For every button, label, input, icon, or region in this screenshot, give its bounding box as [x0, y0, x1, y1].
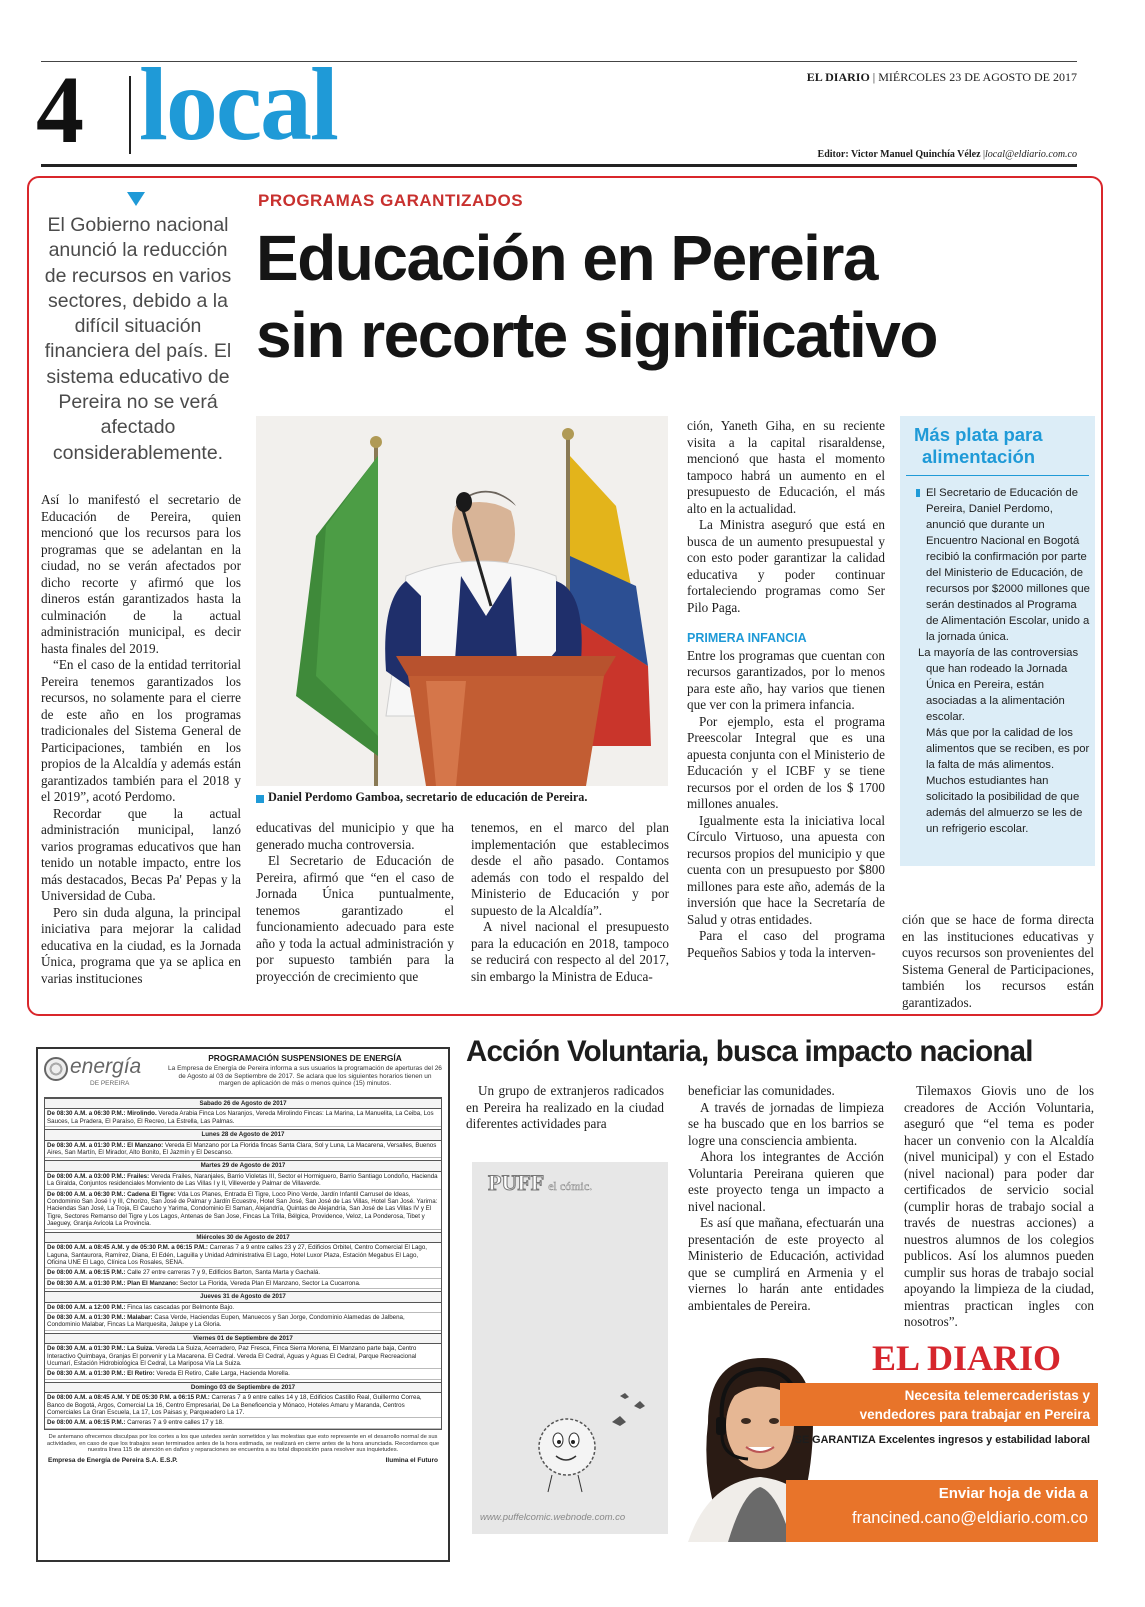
- second-column-2-paragraph: Ahora los integrantes de Acción Voluntaria Pereirana quieren que este proyecto tenga un impacto a nivel nacional.: [688, 1149, 884, 1214]
- column-4-paragraph: Entre los programas que cuentan con recursos garantizados, por lo menos para este año, hay varios que tienen que ver con la primera infancia.: [687, 647, 885, 712]
- column-2-paragraph: El Secretario de Educación de Pereira, afirmó que “en el caso de Jornada Única puntualmente, tenemos garantizado el funcionamiento adecuado para este año y toda la actual administración y por supuesto también para la proyección de crecimiento que: [256, 853, 454, 984]
- article-column-4: [687, 418, 885, 961]
- headline-line-1: Educación en Pereira: [256, 222, 877, 294]
- schedule-entry: [45, 1344, 441, 1369]
- sidebar-body: [912, 485, 1090, 837]
- sidebar-paragraph-text: El Secretario de Educación de Pereira, Daniel Perdomo, anunció que durante un Encuentro Nacional en Bogotá recibió la confirmación por parte del Ministerio de Educación, de recursos por $2000 millones que serán destinados al Programa de Alimentación Escolar, unido a la jornada única.: [926, 487, 1090, 643]
- energy-logo-icon: [44, 1057, 68, 1081]
- article-photo: [256, 416, 668, 786]
- article-column-5: [902, 912, 1094, 1011]
- schedule-entry: [45, 1141, 441, 1159]
- headline-line-2: sin recorte significativo: [256, 299, 937, 371]
- column-4-paragraph: Por ejemplo, esta el programa Preescolar Integral que es una apuesta conjunta con el Ministerio de Educación y el ICBF y se tiene recursos por el orden de los $ 1700 millones anuales.: [687, 713, 885, 811]
- schedule-entry: [45, 1268, 441, 1278]
- photo-caption: Daniel Perdomo Gamboa, secretario de educación de Pereira.: [268, 790, 588, 804]
- lead-arrow-icon: [127, 192, 145, 206]
- paper-name: EL DIARIO: [806, 70, 870, 84]
- article-lead: El Gobierno nacional anunció la reducción de recursos en varios sectores, debido a la difícil situación financiera del país. El sistema educativo de Pereira no se verá afectado considerablemente.: [44, 214, 232, 464]
- schedule-entry-text: Vereda Arabia Finca Los Naranjos, Vereda Mirolindo Fincas: La Marina, La Manuelita, La Ceiba, Los Sauces, La Pradera, El Paraíso, El Recreo, La Estrella, Las Palmas.: [47, 1110, 434, 1125]
- schedule-entry-text: Carreras 7 a 9 entre calles 14 y 18, Edificios Castillo Real, Guillermo Correa, Banco de Bogotá, Argos, Comercial La 16, Centro Empresarial, De La Beneficencia y Mónaco, Hoteles Amaru y Maranda, Centros Comerciales La Gran Escuela, La 17, Los Paisas y, Parqueadero La 17.: [47, 1394, 422, 1416]
- schedule-entry-text: Vereda La Suiza, Acerradero, Paz Fresca, Finca Sierra Morena, El Manzano parte baja, Centro Interactivo Quimbaya, Granjas El porvenir y La Macarena. El Cedral. Vereda El Cedral, Aguas y Aguas El Cedral, Parque Recreacional Ucumarí, Estación Hidrobiológica El Cedral, La Mariposa Vía La Suiza.: [47, 1345, 417, 1367]
- speaker-illustration: [256, 416, 668, 786]
- schedule-entry-time: De 08:00 A.M. a 08:45 A.M. Y DE 05:30 P.M. a 06:15 P.M.:: [47, 1394, 212, 1402]
- comic-title-main: PUFF: [488, 1170, 545, 1195]
- schedule-entry-time: De 08:30 A.M. a 01:30 P.M.: Malabar:: [47, 1313, 155, 1321]
- second-column-1-paragraph: Un grupo de extranjeros radicados en Pereira ha realizado en la ciudad diferentes actividades para: [466, 1083, 664, 1131]
- schedule-entry-text: Vda Los Planes, Entrada El Tigre, Loco Pino Verde, Jardín Infantil Carrusel de Ideas, Condominio San José I y III, Chorizo, San José de Palmar y Jardín Ecuestre, Hotel San José, San José de Las Villas, Hotel San José. Yarima: Haciendas San José, La Troja, El Caucho y Yarima, Condominio El Saman, Alejandría, Quintas de Alejandría, San José de Las Villas IV y El Tigre, Sectores Remanso del Tigre y Los Lagos, Antenas de San Jose, Fincas La Trilla, Bélgica, Providence, Veloz, La Ponderosa, Tibet y Jaeguey, Granja Avícola La Provincia.: [47, 1190, 438, 1228]
- dateline-separator: |: [872, 70, 879, 84]
- job-ad-guarantee: [795, 1434, 1090, 1446]
- editor-name: Editor: Victor Manuel Quinchía Vélez: [817, 149, 981, 160]
- schedule-entry-text: Casa Verde, Haciendas Eupen, Manuecos y San Jorge, Condominio Alamedas de Jalbena, Condominio Malabar, Fincas La Marquesita, Jalupe y La Gloria.: [47, 1313, 405, 1329]
- second-headline: Acción Voluntaria, busca impacto nacional: [466, 1035, 1033, 1068]
- schedule-entry-time: De 08:30 A.M. a 01:30 P.M.: Plan El Manzano:: [47, 1279, 180, 1287]
- schedule-entry-time: De 08:00 A.M. a 03:00 P.M.: Frailes:: [47, 1172, 151, 1180]
- energy-logo-sub: DE PEREIRA: [90, 1080, 130, 1087]
- sidebar-title: [914, 424, 1043, 468]
- energy-ad-title: PROGRAMACIÓN SUSPENSIONES DE ENERGÍA: [208, 1053, 402, 1063]
- column-2-paragraph: educativas del municipio y que ha generado mucha controversia.: [256, 820, 454, 852]
- page-number: 4: [36, 56, 84, 163]
- energy-ad-header: [44, 1053, 442, 1093]
- schedule-day-heading: Domingo 03 de Septiembre de 2017: [45, 1382, 441, 1393]
- job-ad-email[interactable]: francined.cano@eldiario.com.co: [852, 1509, 1088, 1527]
- editor-separator: |: [983, 149, 986, 160]
- schedule-entry-time: De 08:00 A.M. a 06:15 P.M.:: [47, 1269, 128, 1277]
- second-column-2-paragraph: beneficiar las comunidades.: [688, 1083, 835, 1098]
- energy-ad-intro: La Empresa de Energía de Pereira informa a sus usuarios la programación de aperturas del 26 de Agosto al 03 de Septiembre de 2017. Se aclara que los siguientes horarios tienen un margen de aplicación de más o menos quince (15) minutos.: [168, 1065, 442, 1088]
- section-title: local: [139, 47, 337, 162]
- column-1-paragraph: Así lo manifestó el secretario de Educación de Pereira, quien mencionó que los recursos para los programas que se adelantan en la ciudad, no se verán afectados por dicho recorte y afirmó que los dineros están garantizados hasta la culminación de la actual administración municipal, es decir hasta finales del 2019.: [41, 492, 241, 656]
- comic-url[interactable]: www.puffelcomic.webnode.com.co: [480, 1512, 626, 1523]
- job-ad-banner-line-1: Necesita telemercaderistas y: [904, 1388, 1090, 1403]
- job-ad-banner-line-2: vendedores para trabajar en Pereira: [859, 1407, 1090, 1422]
- second-column-2-paragraph: Es así que mañana, efectuarán una presentación de este proyecto al Ministerio de Educación, actividad que se cumplirá en Armenia y el viernes lo harán ante entidades ambientales de Pereira.: [688, 1215, 884, 1313]
- schedule-entry-text: Sector La Florida, Vereda Plan El Manzano, Sector La Cucarrona.: [179, 1279, 361, 1287]
- schedule-entry: [45, 1418, 441, 1428]
- job-ad-banner: [780, 1383, 1098, 1426]
- energy-schedule: [44, 1097, 442, 1430]
- subhead-primera-infancia: PRIMERA INFANCIA: [687, 631, 807, 645]
- column-1-paragraph: “En el caso de la entidad territorial Pereira tenemos garantizados los recursos, no solamente para el cierre de este año en los programas tradicionales del Sistema General de Participaciones, también en los propios de la Alcaldía y además están garantizados también para el 2018 y el 2019”, acotó Perdomo.: [41, 657, 241, 804]
- schedule-entry-text: Carreras 7 a 9 entre calles 23 y 27, Edificios Orbitel, Centro Comercial El Lago, Laguna, Santaurora, Ramírez, Diana, El Edén, Laguilla y Unidad Administrativa El Lago, Hotel Luxor Plaza, Estación Megabus El Lago, Oficina UNE El Lago, Clínica Los Rosales, SENA.: [47, 1244, 428, 1266]
- sidebar-title-line-2: alimentación: [922, 446, 1036, 467]
- caption-marker: [256, 795, 264, 803]
- column-5-paragraph: ción que se hace de forma directa en las instituciones educativas y cuyos recursos son provenientes del Sistema General de Participaciones, también los recursos están garantizados.: [902, 912, 1094, 1010]
- article-kicker: PROGRAMAS GARANTIZADOS: [258, 191, 524, 210]
- job-ad-brand: EL DIARIO: [872, 1343, 1062, 1378]
- schedule-entry-text: Vereda Frailes, Naranjales, Barrio Violetas III, Sector el Hormiguero, Barrio Santiago Londoño, Hacienda La Giralda, Conjuntos residenciales Monviento de Las Villas I y II, Villeverde y Palmar de Villaverde.: [47, 1172, 438, 1188]
- schedule-day-heading: Viernes 01 de Septiembre de 2017: [45, 1333, 441, 1344]
- comic-title: [488, 1170, 592, 1196]
- job-ad-guarantee-bold: SE GARANTIZA: [794, 1434, 876, 1446]
- schedule-entry: [45, 1393, 441, 1418]
- schedule-entry-time: De 08:30 A.M. a 06:30 P.M.: Mirolindo.: [47, 1110, 159, 1118]
- second-column-2-paragraph: A través de jornadas de limpieza se ha buscado que en los barrios se logre una consciencia ambienta.: [688, 1099, 884, 1148]
- energy-logo: [44, 1053, 162, 1093]
- second-column-3-paragraph: Tilemaxos Giovis uno de los creadores de Acción Voluntaria, aseguró que “el tema es poder hacer un convenio con la Alcaldía (nivel municipal) y con el Estado (nivel nacional) para poder dar certificados de servicio social (cumplir horas de trabajo social a través de nuestras acciones) a nuestros alumnos de los colegios publicos. Así los alumnos pueden cumplir sus horas de trabajo social apoyando la limpieza de la ciudad, mientras practican ingles con nosotros”.: [904, 1083, 1094, 1329]
- job-ad-cta: Enviar hoja de vida a: [938, 1485, 1088, 1502]
- comic-strip: [472, 1162, 668, 1534]
- comic-character-icon: [512, 1392, 652, 1502]
- column-1-paragraph: Pero sin duda alguna, la principal iniciativa para mejorar la calidad educativa en la ciudad, es la Jornada Única, programa que ya se aplica en varias instituciones: [41, 904, 241, 986]
- schedule-entry-time: De 08:30 A.M. a 01:30 P.M.: El Manzano:: [47, 1141, 165, 1149]
- schedule-entry: [45, 1279, 441, 1289]
- energy-footer: [44, 1457, 442, 1464]
- job-ad-guarantee-rest: Excelentes ingresos y estabilidad laboral: [878, 1434, 1090, 1446]
- sidebar-rule: [906, 475, 1089, 476]
- column-3-paragraph: A nivel nacional el presupuesto para la educación en 2018, tampoco se reducirá con respecto al del 2017, sin embargo la Ministra de Educa-: [471, 919, 669, 984]
- sidebar-paragraph: Más que por la calidad de los alimentos que se reciben, es por la falta de más alimentos. Muchos estudiantes han solicitado la posibilidad de que además del almuerzo se les de un refrigerio escolar.: [926, 727, 1090, 835]
- schedule-entry-text: Carreras 7 a 9 entre calles 17 y 18.: [127, 1419, 224, 1427]
- schedule-entry: [45, 1369, 441, 1379]
- schedule-day-heading: Martes 29 de Agosto de 2017: [45, 1160, 441, 1171]
- schedule-day-heading: Miércoles 30 de Agosto de 2017: [45, 1232, 441, 1243]
- column-1-paragraph: Recordar que la actual administración municipal, lanzó varios programas educativos que han tenido un notable impacto, entre los más destacados, Becas Pa' Pepas y la Universidad de Cuba.: [41, 805, 241, 903]
- schedule-entry-text: Vereda El Manzano por La Florida fincas Santa Clara, Sol y Luna, La Macarena, Versalles, Buenos Aires, San Martín, El Mirador, Alto Bonito, El Jazmín y El Descanso.: [47, 1141, 437, 1157]
- sidebar-paragraph: [912, 485, 1090, 645]
- schedule-entry-time: De 08:00 A.M. a 08:45 A.M. y de 05:30 P.M. a 06:15 P.M.:: [47, 1244, 210, 1252]
- paper-dateline: [807, 70, 1077, 85]
- schedule-day-heading: Lunes 28 de Agosto de 2017: [45, 1129, 441, 1140]
- energy-footer-right: Ilumina el Futuro: [385, 1457, 438, 1465]
- schedule-entry: [45, 1313, 441, 1331]
- column-4-paragraph: Igualmente esta la iniciativa local Círculo Virtuoso, una apuesta con recursos propios del municipio y que cuenta con un presupuesto por $800 millones para este año, además de la inversión que hace la Secretaría de Salud y otras entidades.: [687, 812, 885, 927]
- masthead-rule: [41, 164, 1077, 167]
- schedule-entry-time: De 08:30 A.M. a 01:30 P.M.: El Retiro:: [47, 1370, 157, 1378]
- schedule-entry: [45, 1303, 441, 1313]
- energy-ad: [36, 1047, 450, 1562]
- schedule-day-heading: Sabado 26 de Agosto de 2017: [45, 1098, 441, 1109]
- article-column-2: [256, 820, 454, 985]
- sidebar-title-line-1: Más plata para: [914, 424, 1043, 445]
- column-4-paragraph: Para el caso del programa Pequeños Sabios y toda la interven-: [687, 928, 885, 960]
- schedule-entry: [45, 1109, 441, 1127]
- editor-email[interactable]: local@eldiario.com.co: [985, 149, 1077, 160]
- sidebar-bullet-icon: [916, 489, 920, 497]
- schedule-entry-time: De 08:00 A.M. a 06:30 P.M.: Cadena El Tigre:: [47, 1190, 178, 1198]
- energy-disclaimer: De antemano ofrecemos disculpas por los cortes a los que ustedes serán sometidos y las molestias que esto represente en el desarrollo normal de sus actividades, en caso de que los trabajos sean terminados antes de la hora estimada, se realizará en cierre antes de la hora anunciada. Recordamos que nuestra línea 115 de atención en daños y reparaciones se encuentra a su total disposición para resolver sus inquietudes.: [46, 1433, 440, 1454]
- article-column-1: [41, 492, 241, 987]
- second-column-3: [904, 1083, 1094, 1331]
- schedule-entry: [45, 1172, 441, 1190]
- schedule-entry-time: De 08:00 A.M. a 12:00 P.M.:: [47, 1303, 128, 1311]
- job-ad: [688, 1343, 1098, 1542]
- schedule-entry-text: Finca las cascadas por Belmonte Bajo.: [127, 1303, 235, 1311]
- schedule-entry-text: Vereda El Retiro, Calle Larga, Hacienda Morella.: [156, 1370, 290, 1378]
- sidebar-paragraph: La mayoría de las controversias que han rodeado la Jornada Única en Pereira, están asociadas a la alimentación escolar.: [918, 647, 1079, 723]
- schedule-entry: [45, 1243, 441, 1268]
- schedule-entry-text: Calle 27 entre carreras 7 y 9, Edificios Barton, Santa Marta y Gachalá.: [127, 1269, 321, 1277]
- energy-logo-text: energía: [70, 1055, 142, 1078]
- schedule-day-heading: Jueves 31 de Agosto de 2017: [45, 1291, 441, 1302]
- column-3-paragraph: tenemos, en el marco del plan implementación que establecimos desde el año pasado. Contamos además con todo el respaldo del Ministerio de Educación y por supuesto de la Alcaldía”.: [471, 820, 669, 918]
- schedule-entry-time: De 08:30 A.M. a 01:30 P.M.: La Suiza.: [47, 1345, 156, 1353]
- schedule-entry-time: De 08:00 A.M. a 06:15 P.M.:: [47, 1419, 128, 1427]
- second-column-1: [466, 1083, 664, 1133]
- article-headline: [256, 220, 937, 374]
- editor-line: [818, 149, 1077, 160]
- column-4-paragraph: ción, Yaneth Giha, en su reciente visita a la capital risaraldense, mencionó que hasta el momento tampoco habrá un aumento en el presupuesto de Educación, el más alto en la actualidad.: [687, 418, 885, 516]
- article-column-3: [471, 820, 669, 985]
- column-4-paragraph: La Ministra aseguró que está en busca de un aumento presupuestal y con esto poder garantizar la calidad educativa y poder continuar fortaleciendo programas como Ser Pilo Paga.: [687, 517, 885, 615]
- date-label: MIÉRCOLES 23 DE AGOSTO DE 2017: [878, 70, 1077, 84]
- schedule-entry: [45, 1190, 441, 1230]
- masthead-divider: [129, 76, 131, 154]
- energy-footer-left: Empresa de Energía de Pereira S.A. E.S.P.: [48, 1457, 178, 1465]
- second-column-2: [688, 1083, 884, 1314]
- comic-title-sub: el cómic.: [548, 1179, 593, 1193]
